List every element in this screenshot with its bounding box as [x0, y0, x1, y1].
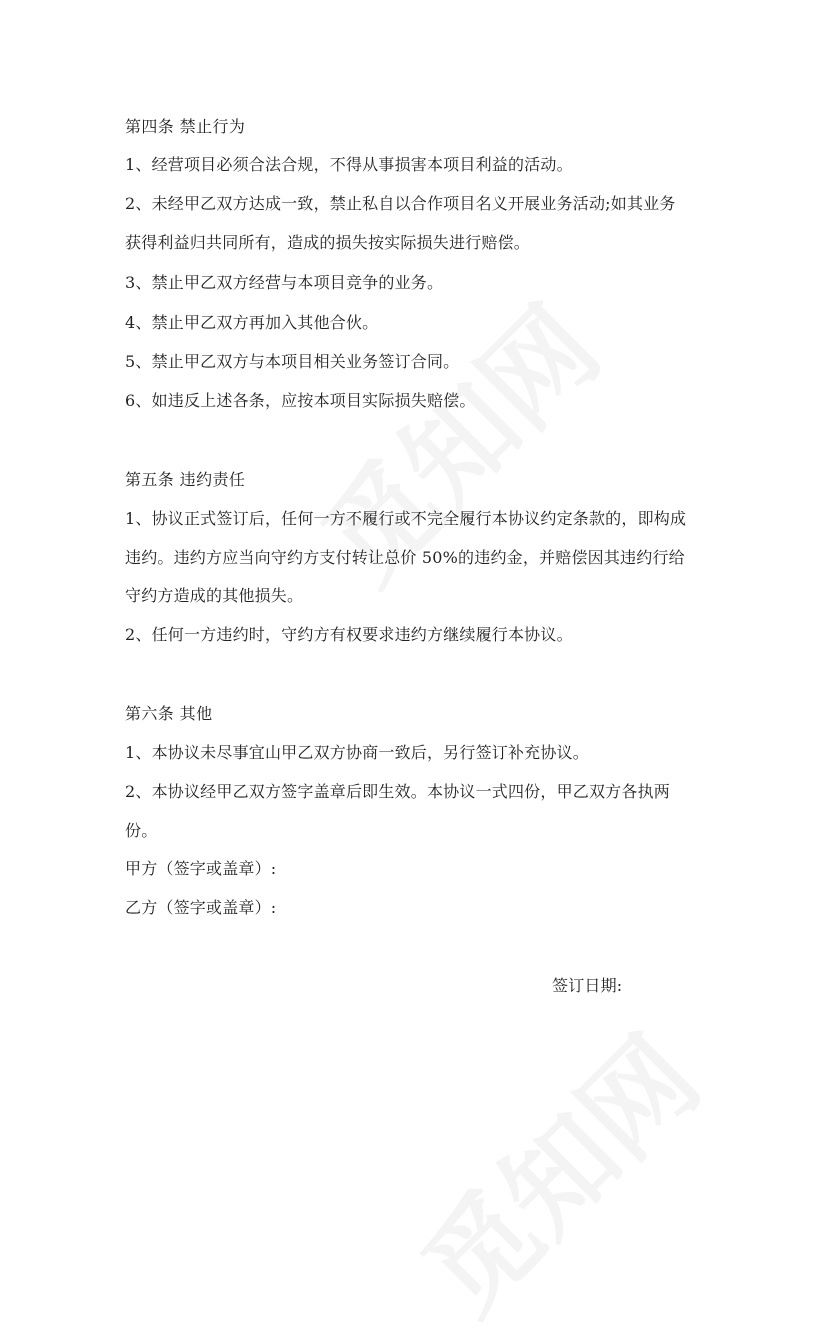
paragraph-line: 2、本协议经甲乙双方签字盖章后即生效。本协议一式四份，甲乙双方各执两	[125, 782, 670, 801]
paragraph-line: 6、如违反上述各条，应按本项目实际损失赔偿。	[125, 391, 476, 410]
paragraph-line: 3、禁止甲乙双方经营与本项目竞争的业务。	[125, 273, 444, 292]
section-heading-4: 第四条 禁止行为	[125, 117, 246, 136]
paragraph-line: 获得利益归共同所有，造成的损失按实际损失进行赔偿。	[125, 233, 531, 252]
signing-date-label: 签订日期:	[552, 976, 623, 995]
paragraph-line: 1、协议正式签订后，任何一方不履行或不完全履行本协议约定条款的，即构成	[125, 509, 687, 528]
paragraph-line: 1、本协议未尽事宜山甲乙双方协商一致后，另行签订补充协议。	[125, 743, 589, 762]
paragraph-line: 1、经营项目必须合法合规，不得从事损害本项目利益的活动。	[125, 155, 573, 174]
paragraph-line: 5、禁止甲乙双方与本项目相关业务签订合同。	[125, 352, 460, 371]
paragraph-line: 2、任何一方违约时，守约方有权要求违约方继续履行本协议。	[125, 625, 573, 644]
watermark	[382, 996, 727, 1341]
paragraph-line: 守约方造成的其他损失。	[125, 586, 304, 605]
paragraph-line: 违约。违约方应当向守约方支付转让总价 50%的违约金，并赔偿因其违约行给	[125, 548, 685, 567]
paragraph-line: 份。	[125, 821, 158, 840]
paragraph-line: 4、禁止甲乙双方再加入其他合伙。	[125, 313, 379, 332]
paragraph-line: 2、未经甲乙双方达成一致，禁止私自以合作项目名义开展业务活动;如其业务	[125, 194, 676, 213]
party-a-signature-label: 甲方（签字或盖章）:	[125, 859, 277, 878]
section-heading-6: 第六条 其他	[125, 704, 213, 723]
section-heading-5: 第五条 违约责任	[125, 470, 246, 489]
party-b-signature-label: 乙方（签字或盖章）:	[125, 898, 277, 917]
